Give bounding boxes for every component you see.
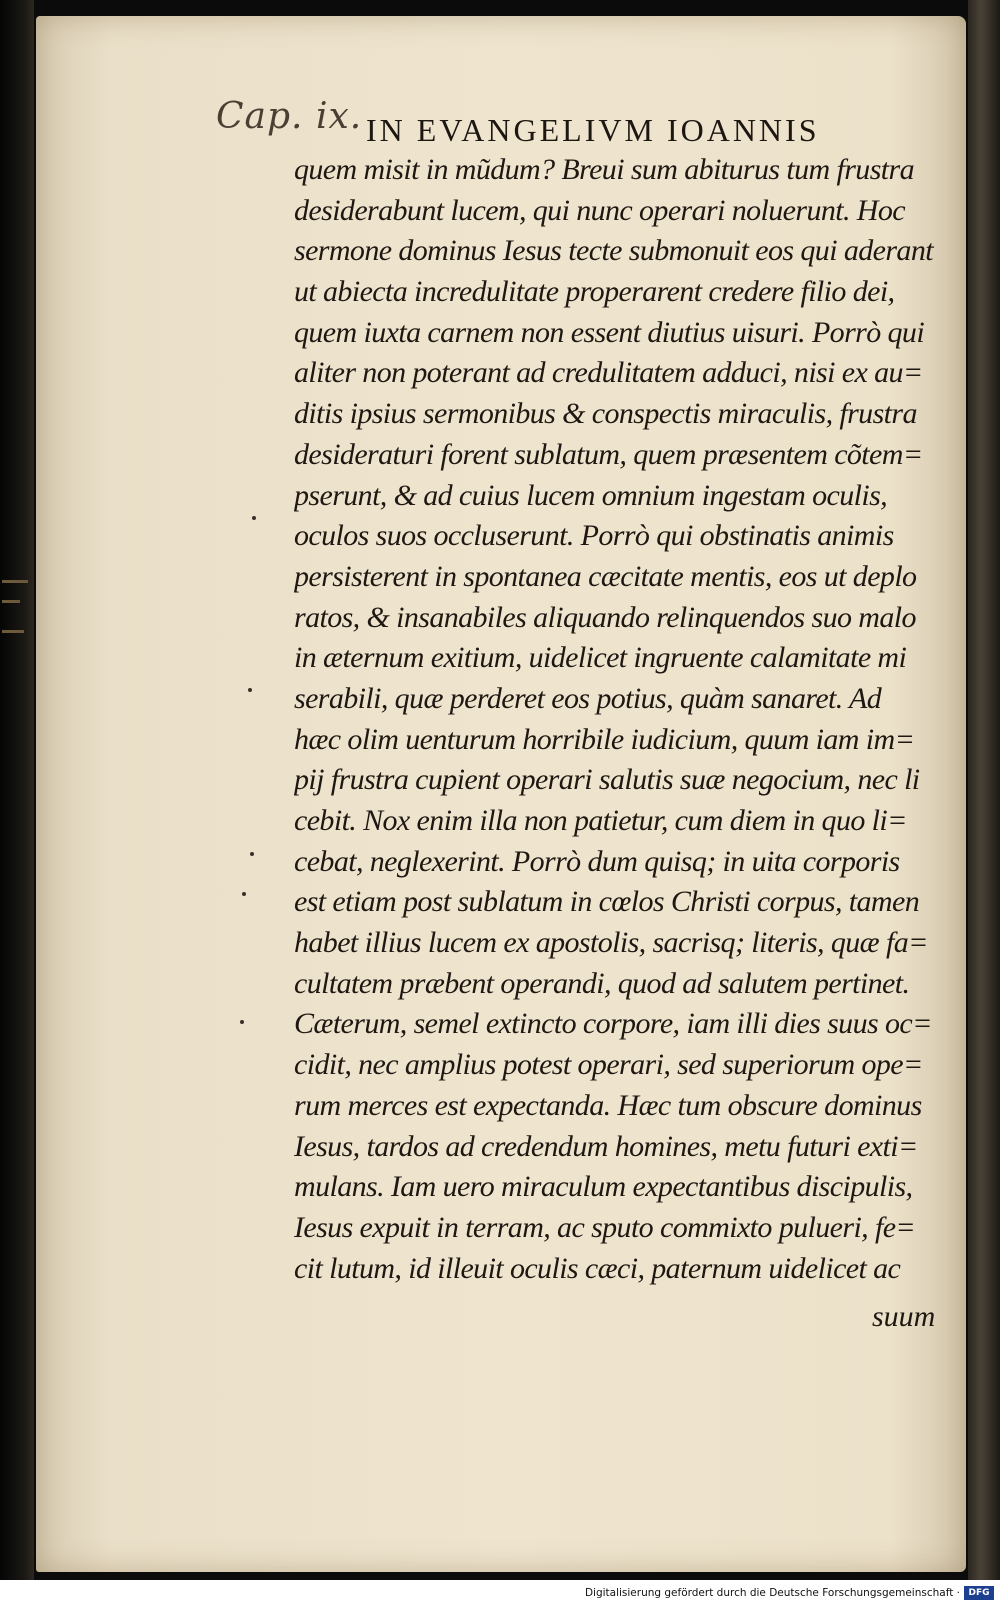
text-line: habet illius lucem ex apostolis, sacrisq; literis, quæ fa= xyxy=(294,926,928,960)
text-line: pserunt, & ad cuius lucem omnium ingestam oculis, xyxy=(294,478,888,512)
text-line: ut abiecta incredulitate properarent credere filio dei, xyxy=(294,275,895,309)
text-line: sermone dominus Iesus tecte submonuit eos qui aderant xyxy=(294,234,933,268)
text-line: cultatem præbent operandi, quod ad salutem pertinet. xyxy=(294,966,910,1000)
text-line: cebit. Nox enim illa non patietur, cum diem in quo li= xyxy=(294,804,907,837)
margin-mark xyxy=(248,688,252,692)
margin-mark xyxy=(240,1020,244,1024)
text-line: cidit, nec amplius potest operari, sed superiorum ope= xyxy=(294,1048,923,1082)
text-line: pij frustra cupient operari salutis suæ negocium, nec li xyxy=(294,763,920,797)
dfg-logo: DFG xyxy=(964,1586,994,1600)
running-head: IN EVANGELIVM IOANNIS xyxy=(366,112,820,148)
text-line: Iesus expuit in terram, ac sputo commixto pulueri, fe= xyxy=(294,1210,916,1244)
text-line: Cæterum, semel extincto corpore, iam illi dies suus oc= xyxy=(294,1007,932,1041)
marginal-chapter-note: Cap. ix. xyxy=(216,96,363,137)
spine-mark xyxy=(2,580,28,583)
text-line: rum merces est expectanda. Hæc tum obscure dominus xyxy=(294,1088,922,1122)
text-line: serabili, quæ perderet eos potius, quàm sanaret. Ad xyxy=(294,681,882,715)
text-line: aliter non poterant ad credulitatem adduci, nisi ex au= xyxy=(294,356,923,390)
text-line: mulans. Iam uero miraculum expectantibus discipulis, xyxy=(294,1170,913,1204)
text-line: ditis ipsius sermonibus & conspectis miraculis, frustra xyxy=(294,397,917,431)
text-line: desideraturi forent sublatum, quem præsentem cõtem= xyxy=(294,437,923,471)
text-line: persisterent in spontanea cæcitate mentis, eos ut deplo xyxy=(294,559,917,593)
catchword: suum xyxy=(872,1300,936,1333)
text-block xyxy=(294,150,944,1289)
digitization-footer xyxy=(0,1580,1000,1606)
funding-credit: Digitalisierung gefördert durch die Deutsche Forschungsgemeinschaft · xyxy=(584,1587,960,1599)
margin-mark xyxy=(250,852,254,856)
book-page xyxy=(36,16,966,1572)
text-line: desiderabunt lucem, qui nunc operari noluerunt. Hoc xyxy=(294,193,905,227)
text-line: Iesus, tardos ad credendum homines, metu futuri exti= xyxy=(294,1129,918,1163)
margin-mark xyxy=(242,892,246,896)
text-line: cit lutum, id illeuit oculis cæci, paternum uidelicet ac xyxy=(294,1251,901,1285)
spine-mark xyxy=(2,630,24,633)
book-spine-shadow xyxy=(0,0,34,1580)
margin-mark xyxy=(252,516,256,520)
book-page-edge xyxy=(968,0,1000,1580)
text-line: est etiam post sublatum in cœlos Christi corpus, tamen xyxy=(294,885,920,919)
text-line: cebat, neglexerint. Porrò dum quisq; in uita corporis xyxy=(294,844,900,878)
text-line: hæc olim uenturum horribile iudicium, quum iam im= xyxy=(294,722,915,756)
text-line: quem iuxta carnem non essent diutius uisuri. Porrò qui xyxy=(294,315,925,349)
spine-mark xyxy=(2,600,20,603)
text-line: in æternum exitium, uidelicet ingruente calamitate mi xyxy=(294,641,907,675)
text-line: ratos, & insanabiles aliquando relinquendos suo malo xyxy=(294,600,916,634)
text-line: quem misit in mũdum? Breui sum abiturus tum frustra xyxy=(294,153,914,186)
text-line: oculos suos occluserunt. Porrò qui obstinatis animis xyxy=(294,519,894,553)
